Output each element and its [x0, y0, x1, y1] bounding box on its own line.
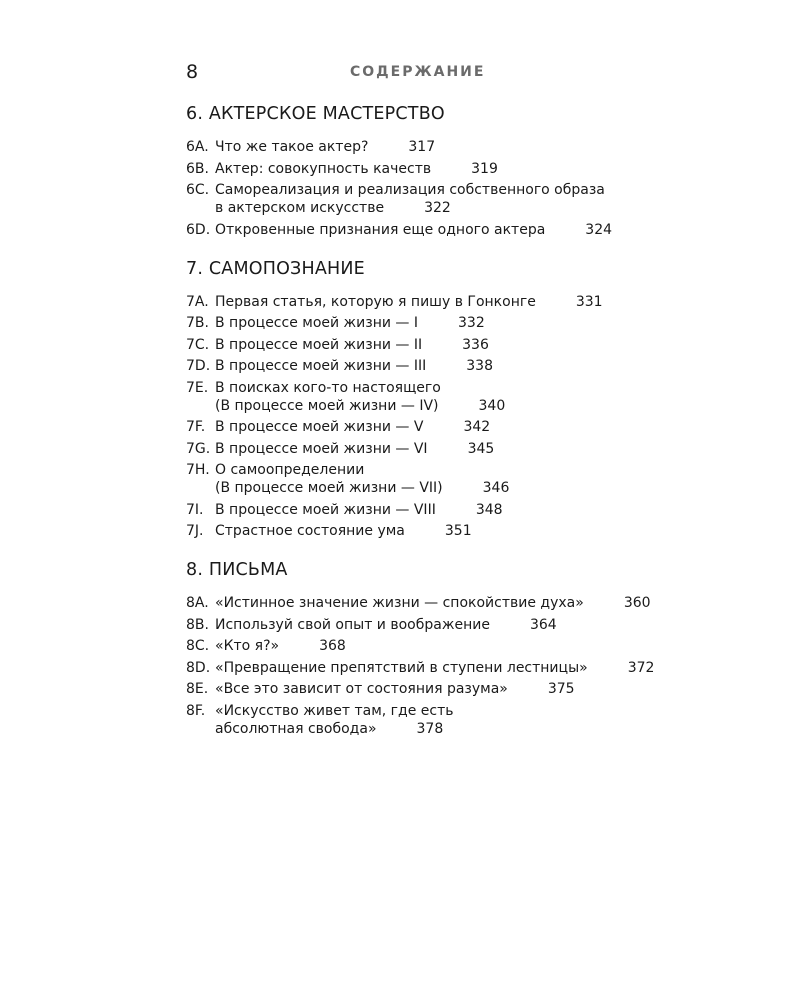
- toc-entry[interactable]: [186, 160, 656, 178]
- entry-title-line: Актер: совокупность качеств: [215, 160, 432, 177]
- toc-entry[interactable]: [186, 418, 656, 436]
- toc-entry[interactable]: [186, 314, 656, 332]
- entry-title: [215, 440, 656, 458]
- entry-title-line: Используй свой опыт и воображение: [215, 616, 490, 633]
- entry-page-number: 340: [478, 397, 506, 414]
- toc-entry[interactable]: [186, 461, 656, 497]
- entry-number: 7G.: [186, 440, 211, 457]
- entry-title: [215, 616, 656, 634]
- entry-title-line: В процессе моей жизни — VI: [215, 440, 428, 457]
- entry-title: [215, 418, 656, 436]
- entry-title-line: в актерском искусстве: [215, 200, 385, 216]
- entry-title-line: В процессе моей жизни — III: [215, 358, 427, 374]
- toc-entry[interactable]: [186, 680, 656, 698]
- entry-title-line: В процессе моей жизни — II: [215, 336, 423, 353]
- entry-page-number: 317: [408, 139, 436, 155]
- toc-section: [186, 104, 656, 239]
- entry-page-number: 324: [585, 221, 613, 238]
- toc-section: [186, 560, 656, 738]
- entry-title: [215, 379, 656, 415]
- entry-title: [215, 702, 656, 738]
- entry-title-line: «Превращение препятствий в ступени лестницы»: [215, 659, 588, 676]
- entry-number: 8F.: [186, 702, 206, 719]
- toc-entry[interactable]: [186, 138, 656, 156]
- toc-entry[interactable]: [186, 293, 656, 311]
- entry-page-number: 338: [466, 358, 493, 374]
- entry-title-line: «Все это зависит от состояния разума»: [215, 681, 508, 697]
- entry-number: 6D.: [186, 221, 211, 238]
- entry-page-number: 360: [623, 595, 651, 611]
- table-of-contents: [186, 104, 656, 758]
- entry-title-line: В поисках кого-то настоящего: [215, 379, 441, 396]
- entry-title-line: В процессе моей жизни — V: [215, 419, 424, 435]
- entry-page-number: 336: [462, 336, 489, 353]
- entry-page-number: 368: [319, 638, 346, 654]
- entry-title-line: Первая статья, которую я пишу в Гонконге: [215, 293, 536, 310]
- entry-title: [215, 314, 656, 332]
- entry-number: 8E.: [186, 681, 209, 697]
- entry-title: [215, 461, 656, 497]
- toc-entry[interactable]: [186, 181, 656, 217]
- entry-page-number: 348: [475, 501, 503, 518]
- toc-entry[interactable]: [186, 440, 656, 458]
- entry-title: [215, 501, 656, 519]
- entry-title-line: (В процессе моей жизни — IV): [215, 397, 439, 414]
- entry-title: [215, 221, 656, 239]
- entry-page-number: 378: [416, 720, 444, 737]
- toc-section: [186, 259, 656, 541]
- entry-page-number: 332: [458, 315, 485, 331]
- entry-number: 6B.: [186, 160, 209, 177]
- entry-title: [215, 160, 656, 178]
- entry-number: 7F.: [186, 419, 206, 435]
- entry-number: 7J.: [186, 523, 204, 539]
- entry-title-line: «Искусство живет там, где есть: [215, 702, 454, 719]
- toc-entry[interactable]: [186, 616, 656, 634]
- entry-title-line: Страстное состояние ума: [215, 523, 405, 539]
- toc-entry[interactable]: [186, 357, 656, 375]
- toc-entry[interactable]: [186, 702, 656, 738]
- section-title: 7. САМОПОЗНАНИЕ: [186, 258, 365, 279]
- entry-number: 7E.: [186, 379, 209, 396]
- running-head: СОДЕРЖАНИЕ: [350, 64, 486, 80]
- entry-page-number: 322: [424, 200, 451, 216]
- entry-title-line: (В процессе моей жизни — VII): [215, 480, 443, 496]
- entry-number: 7I.: [186, 501, 204, 518]
- section-title: 6. АКТЕРСКОЕ МАСТЕРСТВО: [186, 104, 445, 124]
- entry-title: [215, 659, 656, 677]
- entry-title: [215, 357, 656, 375]
- toc-entry[interactable]: [186, 501, 656, 519]
- toc-entry[interactable]: [186, 522, 656, 540]
- entry-title-line: «Истинное значение жизни — спокойствие духа»: [215, 595, 584, 611]
- toc-entry[interactable]: [186, 659, 656, 677]
- toc-entry[interactable]: [186, 594, 656, 612]
- entry-title: [215, 138, 656, 156]
- toc-entry[interactable]: [186, 637, 656, 655]
- entry-title-line: В процессе моей жизни — I: [215, 315, 418, 331]
- entry-title-line: Откровенные признания еще одного актера: [215, 221, 546, 238]
- entry-title: [215, 293, 656, 311]
- entry-title-line: В процессе моей жизни — VIII: [215, 501, 436, 518]
- entry-title: [215, 637, 656, 655]
- entry-title-line: О самоопределении: [215, 462, 365, 478]
- entry-page-number: 372: [627, 659, 655, 676]
- entry-title-line: Самореализация и реализация собственного образа: [215, 182, 605, 198]
- entry-page-number: 375: [547, 681, 575, 697]
- entry-number: 8C.: [186, 638, 210, 654]
- entry-page-number: 346: [482, 480, 510, 496]
- entry-page-number: 342: [463, 419, 491, 435]
- section-title: 8. ПИСЬМА: [186, 560, 288, 580]
- page-number: 8: [186, 61, 199, 83]
- entry-title-line: Что же такое актер?: [215, 139, 369, 155]
- entry-number: 8A.: [186, 595, 209, 611]
- entry-number: 6A.: [186, 139, 209, 155]
- toc-entry[interactable]: [186, 379, 656, 415]
- toc-entry[interactable]: [186, 336, 656, 354]
- entry-title: [215, 522, 656, 540]
- entry-page-number: 351: [444, 523, 472, 539]
- toc-entry[interactable]: [186, 221, 656, 239]
- entry-number: 8D.: [186, 659, 211, 676]
- entry-page-number: 319: [471, 160, 498, 177]
- entry-page-number: 364: [529, 616, 557, 633]
- entry-number: 7H.: [186, 462, 210, 478]
- entry-page-number: 345: [467, 440, 495, 457]
- entry-title: [215, 181, 656, 217]
- entry-number: 7C.: [186, 336, 210, 353]
- entry-title-line: абсолютная свобода»: [215, 720, 377, 737]
- entry-number: 8B.: [186, 616, 209, 633]
- entry-number: 7B.: [186, 315, 209, 331]
- entry-number: 6C.: [186, 182, 210, 198]
- entry-number: 7D.: [186, 358, 211, 374]
- entry-title-line: «Кто я?»: [215, 638, 280, 654]
- entry-title: [215, 594, 656, 612]
- entry-page-number: 331: [575, 293, 603, 310]
- entry-number: 7A.: [186, 293, 209, 310]
- entry-title: [215, 680, 656, 698]
- entry-title: [215, 336, 656, 354]
